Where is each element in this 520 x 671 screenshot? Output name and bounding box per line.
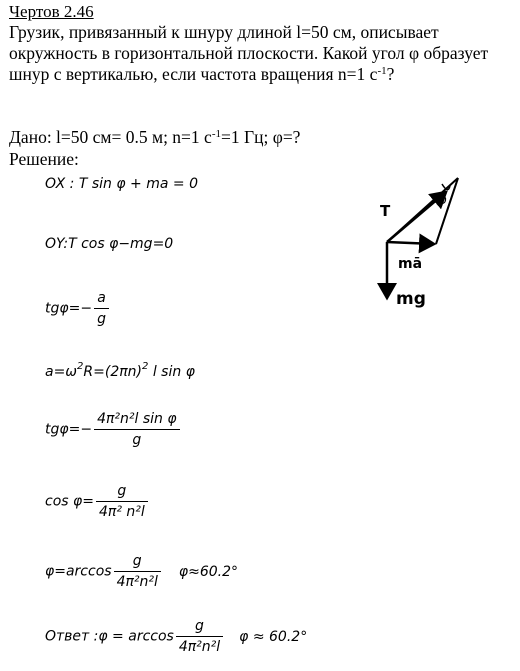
equation-acceleration: $a=\omega^2R=(2\pi n)^2$ l sin φ [45,361,195,380]
given-data: Дано: l=50 см= 0.5 м; n=1 $с^{-1}=1$ Гц; φ=? [9,127,301,147]
problem-statement: Грузик, привязанный к шнуру длиной l=50 см, описывает окружность в горизонтальной плоскости. Какой угол φ образует шнур с вертикалью, если частота вращения n=1 $с^{-1}$? [9,22,489,84]
angle-label: φ [438,193,447,208]
tension-label: T [380,202,391,220]
page-title: Чертов 2.46 [9,2,94,21]
fraction-cos: $\frac{g}{\text{4π² n²l}}$ [96,483,148,520]
equation-cos: cos φ= $\frac{g}{\text{4π² n²l}}$ [45,483,150,520]
equation-tg-expanded: tgφ=− $\frac{\text{4π²n²l sin φ}}{g}$ [45,411,182,448]
equation-tg: tgφ=− $\frac{a}{g}$ [45,290,111,327]
solution-label: Решение: [9,149,79,169]
fraction-phi: $\frac{g}{\text{4π²n²l}}$ [114,553,161,590]
ma-arrow [387,242,434,244]
fraction-a-over-g: $\frac{a}{g}$ [94,290,109,327]
fraction-answer: $\frac{g}{\text{4π²n²l}}$ [176,618,223,655]
equation-oy: OY:T cos φ−mg=0 [45,236,174,252]
mg-label: mg [396,289,426,309]
equation-phi: φ=arccos $\frac{g}{\text{4π²n²l}}$ φ≈60.2° [45,553,239,590]
equation-ox: OX : T sin φ + ma = 0 [45,176,198,192]
ma-label: mā [398,256,423,272]
fraction-tg-expanded: $\frac{\text{4π²n²l sin φ}}{g}$ [94,411,180,448]
force-diagram [370,170,510,320]
equation-answer: Ответ :φ = arccos $\frac{g}{\text{4π²n²l}}$ φ ≈ 60.2° [45,618,308,655]
